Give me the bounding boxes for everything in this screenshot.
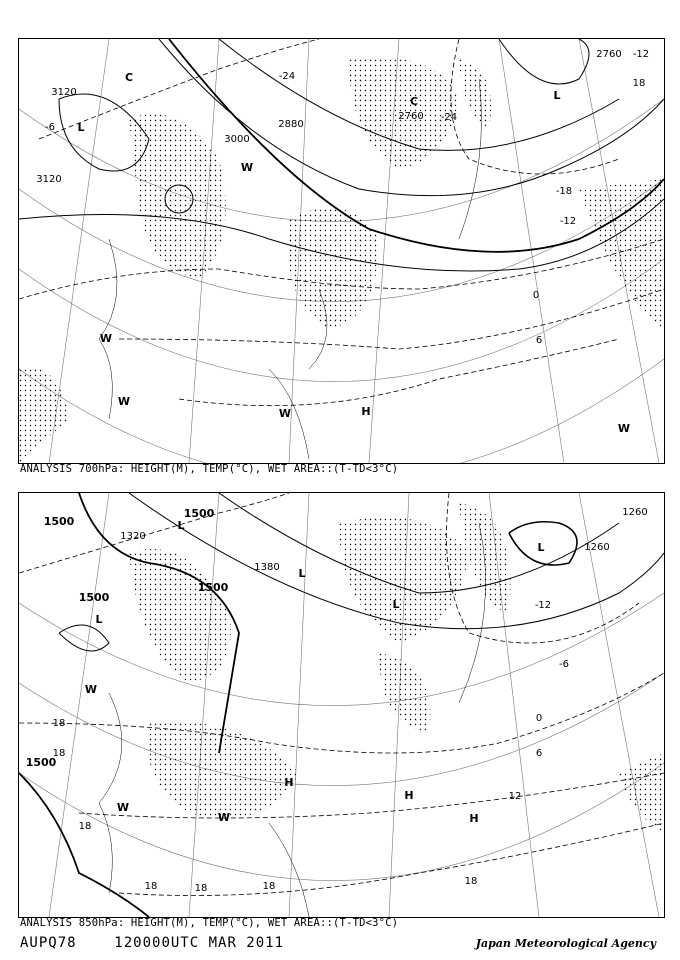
- temp-label: 18: [144, 881, 158, 892]
- temp-label: 18: [78, 821, 92, 832]
- height-label: 2880: [278, 119, 304, 130]
- map-850hpa: [18, 492, 665, 918]
- high-marker: H: [361, 405, 371, 418]
- warm-marker: W: [278, 407, 292, 420]
- map-700hpa: [18, 38, 665, 464]
- low-marker: L: [177, 519, 185, 532]
- temp-label: 18: [194, 883, 208, 894]
- chart-850hpa: [19, 493, 664, 917]
- temp-label: -6: [559, 659, 569, 670]
- warm-marker: W: [117, 395, 131, 408]
- caption-700hpa: ANALYSIS 700hPa: HEIGHT(M), TEMP(°C), WET AREA::(T-TD<3°C): [20, 463, 399, 475]
- cold-marker: C: [124, 71, 134, 84]
- temperature-labels: [53, 600, 569, 894]
- low-marker: L: [298, 567, 306, 580]
- agency-name: Japan Meteorological Agency: [475, 937, 656, 950]
- temp-label: -6: [45, 122, 55, 133]
- chart-700hpa: [19, 39, 664, 463]
- low-marker: L: [95, 613, 103, 626]
- warm-marker: W: [217, 811, 231, 824]
- high-marker: H: [469, 812, 479, 825]
- height-labels: [36, 49, 621, 185]
- temp-label: -24: [440, 112, 458, 123]
- low-marker: L: [553, 89, 561, 102]
- height-label: 1500: [197, 581, 229, 594]
- product-header: [20, 935, 284, 951]
- height-label: 2760: [596, 49, 622, 60]
- temp-label: 0: [532, 290, 540, 301]
- high-marker: H: [404, 789, 414, 802]
- cold-marker: C: [409, 95, 419, 108]
- height-label: 3000: [224, 134, 250, 145]
- product-id: AUPQ78: [20, 935, 77, 951]
- height-label: 1500: [43, 515, 75, 528]
- height-label: 2760: [398, 111, 424, 122]
- caption-850hpa: ANALYSIS 850hPa: HEIGHT(M), TEMP(°C), WET AREA::(T-TD<3°C): [20, 917, 399, 929]
- temp-label: -18: [555, 186, 573, 197]
- temp-label: -12: [534, 600, 552, 611]
- warm-marker: W: [84, 683, 98, 696]
- high-marker: H: [284, 776, 294, 789]
- height-label: 1320: [120, 531, 146, 542]
- low-marker: L: [77, 121, 85, 134]
- temp-label: 6: [535, 748, 543, 759]
- warm-marker: W: [99, 332, 113, 345]
- height-label: 1500: [183, 507, 215, 520]
- height-label: 1500: [78, 591, 110, 604]
- low-marker: L: [537, 541, 545, 554]
- low-marker: L: [392, 598, 400, 611]
- temp-label: -24: [278, 71, 296, 82]
- temp-label: 18: [262, 881, 276, 892]
- height-label: 3120: [36, 174, 62, 185]
- height-label: 1260: [584, 542, 610, 553]
- analysis-datetime: 120000UTC MAR 2011: [114, 935, 285, 951]
- height-label: 1500: [25, 756, 57, 769]
- temp-label: 0: [535, 713, 543, 724]
- height-label: 1260: [622, 507, 648, 518]
- height-label: 1380: [254, 562, 280, 573]
- graticule: [19, 493, 664, 917]
- temp-label: -12: [559, 216, 577, 227]
- height-label: 3120: [51, 87, 77, 98]
- temp-label: 6: [535, 335, 543, 346]
- warm-marker: W: [240, 161, 254, 174]
- warm-marker: W: [617, 422, 631, 435]
- temp-label: -12: [632, 49, 650, 60]
- warm-marker: W: [116, 801, 130, 814]
- temp-label: 18: [632, 78, 646, 89]
- temp-label: 18: [52, 718, 66, 729]
- temp-label: 12: [508, 791, 522, 802]
- temp-label: 18: [464, 876, 478, 887]
- height-contours: [19, 493, 664, 917]
- temp-label: 18: [52, 748, 66, 759]
